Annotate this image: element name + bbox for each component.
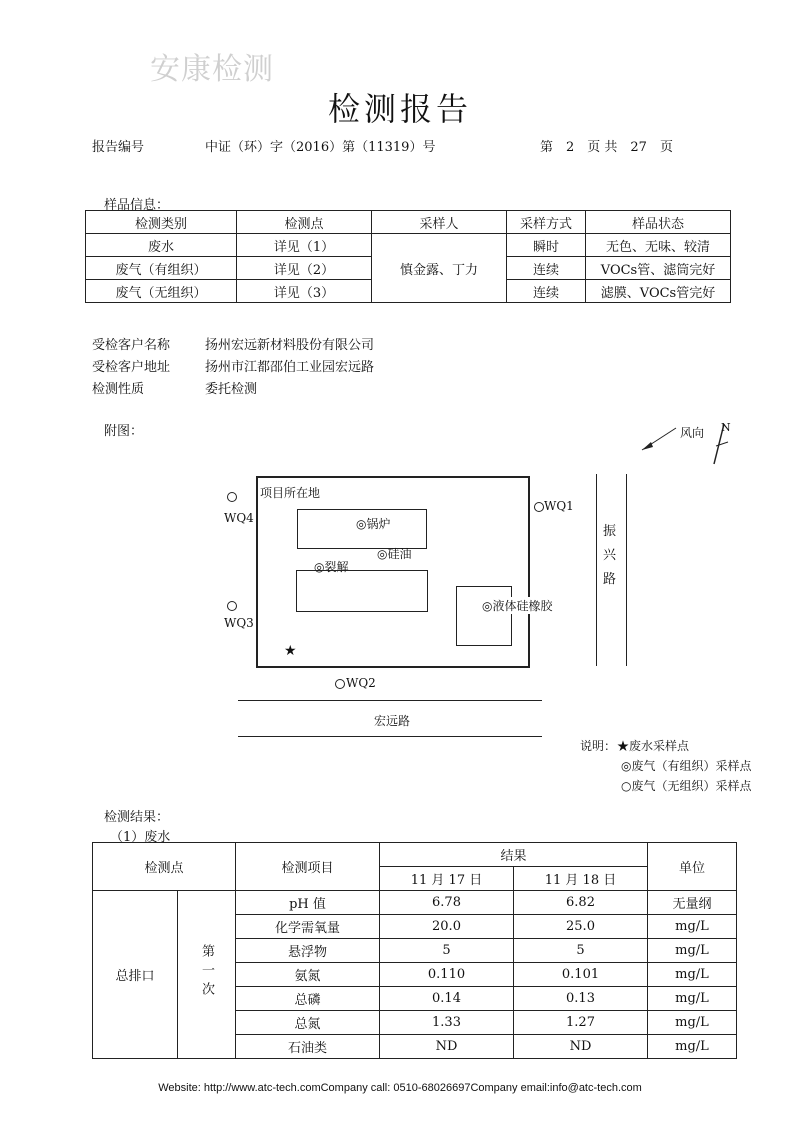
item-cell: 悬浮物: [236, 939, 380, 963]
boiler-label: ◎锅炉: [356, 517, 391, 531]
legend-title: 说明：: [580, 739, 617, 753]
cracking-building: [296, 570, 428, 612]
result-cell: 6.78: [380, 891, 514, 915]
date-header: 11 月 17 日: [380, 867, 514, 891]
south-road-edge: [238, 700, 542, 701]
liquid-rubber-building: [456, 586, 512, 646]
column-header: 采样方式: [507, 211, 586, 234]
column-header: 检测点: [237, 211, 372, 234]
client-address: 扬州市江都邵伯工业园宏远路: [205, 360, 375, 375]
wind-label: 风向: [680, 426, 705, 440]
cracking-label: ◎裂解: [314, 560, 349, 574]
table-row: [86, 234, 731, 257]
legend-organized-gas: ◎废气（有组织）采样点: [621, 759, 752, 773]
table-header-row: [93, 843, 737, 867]
item-cell: 氨氮: [236, 963, 380, 987]
unit-cell: mg/L: [648, 915, 737, 939]
legend-wastewater: ★废水采样点: [617, 739, 690, 753]
page-info: 第 2 页 共 27 页: [540, 140, 673, 155]
unit-cell: mg/L: [648, 1011, 737, 1035]
result-cell: 0.13: [514, 987, 648, 1011]
diagram-label: 附图：: [104, 424, 144, 439]
unit-cell: mg/L: [648, 939, 737, 963]
site-label: 项目所在地: [260, 486, 321, 500]
item-cell: 总氮: [236, 1011, 380, 1035]
state-cell: VOCs管、滤筒完好: [586, 257, 731, 280]
result-cell: 1.27: [514, 1011, 648, 1035]
wq4-marker: [227, 489, 237, 503]
item-cell: 总磷: [236, 987, 380, 1011]
client-name: 扬州宏远新材料股份有限公司: [205, 338, 375, 353]
client-address-label: 受检客户地址: [92, 360, 171, 375]
south-road-edge: [238, 736, 542, 737]
results-label: 检测结果：: [104, 810, 170, 825]
unit-cell: mg/L: [648, 987, 737, 1011]
category-cell: 废水: [86, 234, 237, 257]
state-cell: 滤膜、VOCs管完好: [586, 280, 731, 303]
east-road-edge: [626, 474, 627, 666]
item-cell: 石油类: [236, 1035, 380, 1059]
report-no-label: 报告编号: [92, 140, 145, 155]
result-cell: 25.0: [514, 915, 648, 939]
legend-unorganized-gas: ○废气（无组织）采样点: [621, 779, 752, 793]
table-header-row: [86, 211, 731, 234]
wq4-label: WQ4: [224, 511, 254, 525]
report-title: 检测报告: [327, 90, 472, 128]
item-cell: 化学需氧量: [236, 915, 380, 939]
point-cell: 详见（2）: [237, 257, 372, 280]
unit-cell: mg/L: [648, 963, 737, 987]
result-cell: 5: [380, 939, 514, 963]
wastewater-results-table: [92, 842, 737, 1059]
north-label: N: [721, 421, 731, 434]
result-cell: 6.82: [514, 891, 648, 915]
sample-info-table: [85, 210, 731, 303]
south-road-label: 宏远路: [374, 714, 411, 728]
column-header: 采样人: [372, 211, 507, 234]
column-header-point: 检测点: [93, 843, 236, 891]
method-cell: 瞬时: [507, 234, 586, 257]
wq1-label: WQ1: [544, 499, 574, 513]
wq3-label: WQ3: [224, 616, 254, 630]
result-cell: 5: [514, 939, 648, 963]
category-cell: 废气（无组织）: [86, 280, 237, 303]
column-header-item: 检测项目: [236, 843, 380, 891]
point-cell: 详见（3）: [237, 280, 372, 303]
sampling-round-cell: 第一次: [178, 891, 236, 1059]
method-cell: 连续: [507, 280, 586, 303]
method-cell: 连续: [507, 257, 586, 280]
result-cell: 0.110: [380, 963, 514, 987]
sample-info-label: 样品信息：: [104, 198, 170, 213]
wq3-marker: [227, 598, 237, 612]
column-header-unit: 单位: [648, 843, 737, 891]
column-header: 检测类别: [86, 211, 237, 234]
column-header-result: 结果: [380, 843, 648, 867]
watermark: 安康检测: [150, 52, 274, 87]
result-cell: 1.33: [380, 1011, 514, 1035]
test-nature-label: 检测性质: [92, 382, 145, 397]
wq2-label: WQ2: [346, 676, 376, 690]
column-header: 样品状态: [586, 211, 731, 234]
result-cell: 20.0: [380, 915, 514, 939]
category-cell: 废气（有组织）: [86, 257, 237, 280]
report-no: 中证（环）字（2016）第（11319）号: [205, 140, 436, 155]
liquid-rubber-label: ◎液体硅橡胶: [482, 599, 553, 613]
east-road-edge: [596, 474, 597, 666]
footer-contact: Website: http://www.atc-tech.comCompany call: 0510-68026697Company email:info@atc-tech.com: [158, 1082, 642, 1094]
unit-cell: 无量纲: [648, 891, 737, 915]
east-road-label: 振兴路: [603, 524, 617, 587]
state-cell: 无色、无味、较清: [586, 234, 731, 257]
client-name-label: 受检客户名称: [92, 338, 171, 353]
point-cell: 详见（1）: [237, 234, 372, 257]
item-cell: pH 值: [236, 891, 380, 915]
result-cell: ND: [514, 1035, 648, 1059]
result-cell: 0.14: [380, 987, 514, 1011]
unit-cell: mg/L: [648, 1035, 737, 1059]
sampling-point-cell: 总排口: [93, 891, 178, 1059]
wastewater-sample-star-icon: ★: [284, 643, 297, 659]
test-nature: 委托检测: [205, 382, 258, 397]
wq1-marker: [534, 499, 544, 513]
silicone-oil-label: ◎硅油: [377, 547, 412, 561]
date-header: 11 月 18 日: [514, 867, 648, 891]
result-cell: ND: [380, 1035, 514, 1059]
result-cell: 0.101: [514, 963, 648, 987]
results-section: （1）废水: [110, 830, 171, 845]
wq2-marker: [335, 676, 345, 690]
table-row: [93, 891, 737, 915]
sampler-cell: 慎金露、丁力: [372, 234, 507, 303]
